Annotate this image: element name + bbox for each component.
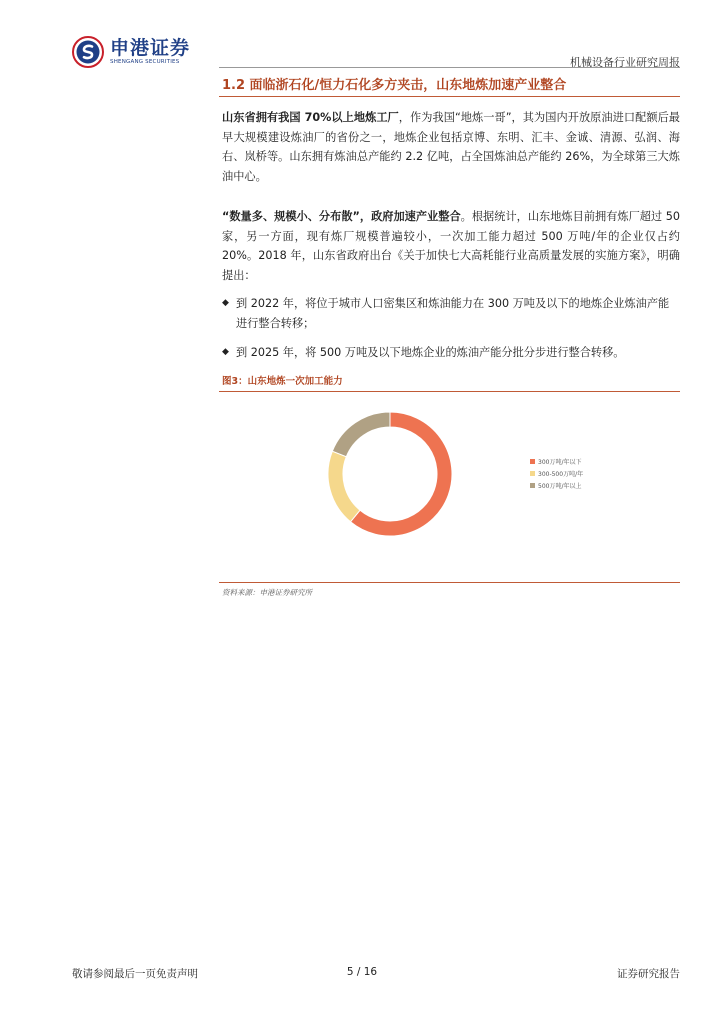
figure-source: 资料来源：申港证券研究所 <box>222 588 312 597</box>
section-title-underline <box>219 96 680 97</box>
section-title: 1.2 面临浙石化/恒力石化多方夹击，山东地炼加速产业整合 <box>222 78 567 93</box>
bullet-text: 到 2022 年，将位于城市人口密集区和炼油能力在 300 万吨及以下的地炼企业炼油产能进行整合转移； <box>236 297 670 330</box>
legend-label: 300-500万吨/年 <box>538 470 584 478</box>
header-divider <box>219 67 680 68</box>
figure-title: 图3：山东地炼一次加工能力 <box>222 376 343 387</box>
logo-english-name: SHENGANG SECURITIES <box>110 59 180 65</box>
paragraph-2 <box>222 207 680 285</box>
legend-swatch-icon <box>530 459 535 464</box>
footer-report-label: 证券研究报告 <box>617 968 680 980</box>
bullet-item <box>222 294 680 333</box>
paragraph-2-lead: “数量多、规模小、分布散”，政府加速产业整合 <box>222 210 461 223</box>
legend-item <box>530 455 583 467</box>
legend-label: 300万吨/年以下 <box>538 458 582 466</box>
figure-bottom-rule <box>219 582 680 583</box>
footer-disclaimer: 敬请参阅最后一页免责声明 <box>72 968 198 980</box>
page-number: 5 / 16 <box>346 966 378 978</box>
paragraph-2-body: 。根据统计，山东地炼目前拥有炼厂超过 50 家，另一方面，现有炼厂规模普遍较小，一次加工能力超过 500 万吨/年的企业仅占约 20%。2018 年，山东省政府出台《关于加快七大高耗能行业高质量发展的实施方案》，明确提出： <box>222 210 680 282</box>
logo-chinese-name: 申港证券 <box>110 37 191 59</box>
legend-item <box>530 467 583 479</box>
donut-chart <box>320 404 460 544</box>
donut-slice <box>328 451 360 522</box>
bullet-text: 到 2025 年，将 500 万吨及以下地炼企业的炼油产能分批分步进行整合转移。 <box>236 346 625 359</box>
bullet-item <box>222 343 680 363</box>
donut-slice <box>332 412 390 457</box>
legend-swatch-icon <box>530 483 535 488</box>
chart-legend <box>530 455 583 491</box>
diamond-bullet-icon: ◆ <box>222 298 229 308</box>
figure-top-rule <box>219 391 680 392</box>
paragraph-1-lead: 山东省拥有我国 70%以上地炼工厂 <box>222 111 399 124</box>
diamond-bullet-icon: ◆ <box>222 347 229 357</box>
report-type-label: 机械设备行业研究周报 <box>570 56 680 69</box>
company-logo-icon <box>72 36 104 68</box>
paragraph-1-body: ，作为我国“地炼一哥”，其为国内开放原油进口配额后最早大规模建设炼油厂的省份之一，地炼企业包括京博、东明、汇丰、金诚、清源、弘润、海右、岚桥等。山东拥有炼油总产能约 2.2 亿吨，占全国炼油总产能约 26%，为全球第三大炼油中心。 <box>222 111 680 183</box>
legend-item <box>530 479 583 491</box>
legend-label: 500万吨/年以上 <box>538 482 582 490</box>
brand-logo <box>72 36 190 68</box>
legend-swatch-icon <box>530 471 535 476</box>
paragraph-1 <box>222 108 680 186</box>
